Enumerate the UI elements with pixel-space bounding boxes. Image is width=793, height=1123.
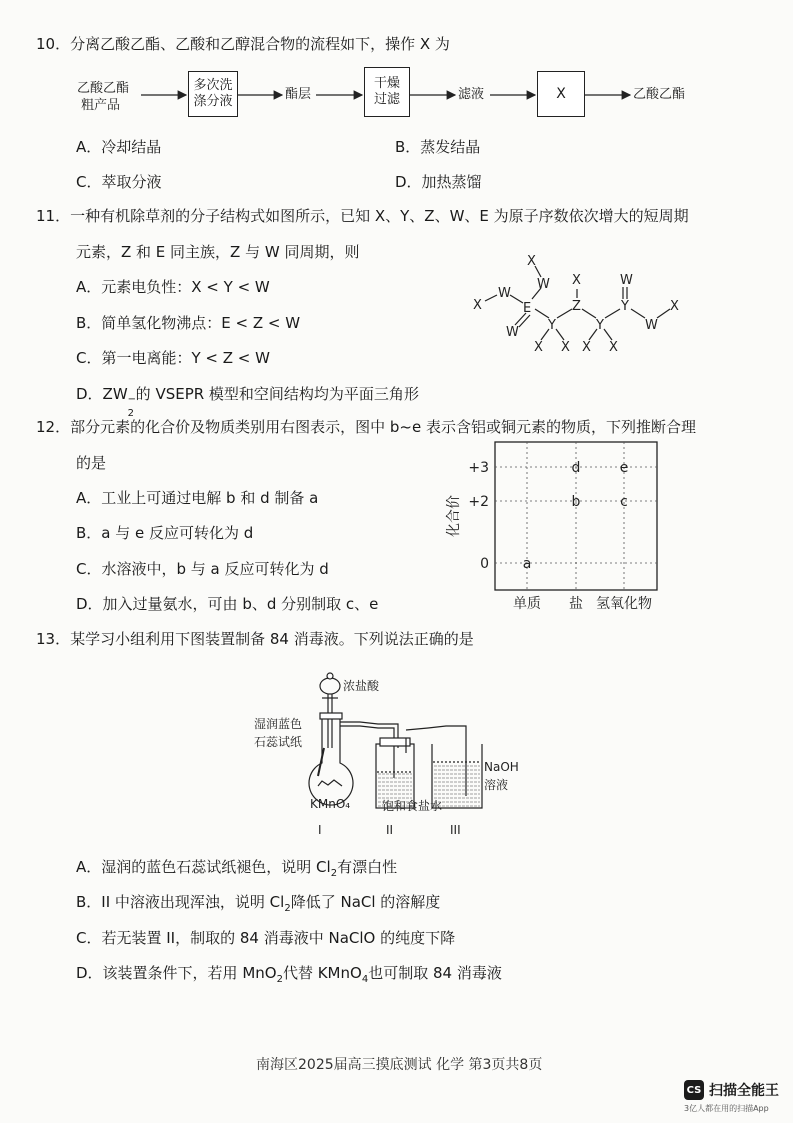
q13-option-c: C．若无装置 II，制取的 84 消毒液中 NaClO 的纯度下降 bbox=[76, 929, 456, 947]
atom-w: W bbox=[498, 286, 511, 301]
q12-stem-line1: 12．部分元素的化合价及物质类别用右图表示，图中 b~e 表示含铝或铜元素的物质，下列推断合理 bbox=[36, 418, 696, 436]
q11-molecule bbox=[465, 243, 695, 355]
q13-b-sub: 2 bbox=[284, 903, 291, 914]
q13-a-post: 有漂白性 bbox=[337, 858, 398, 876]
q13-d-pre: D．该装置条件下，若用 MnO bbox=[76, 964, 277, 982]
funnel-bulb bbox=[320, 678, 340, 694]
q11-stem-line1: 11．一种有机除草剂的分子结构式如图所示，已知 X、Y、Z、W、E 为原子序数依次增大的短周期 bbox=[36, 207, 689, 225]
bond-x-w-left bbox=[485, 295, 497, 301]
q10-stem: 10．分离乙酸乙酯、乙酸和乙醇混合物的流程如下，操作 X 为 bbox=[36, 35, 450, 53]
q11-option-d-sub: 2 bbox=[127, 408, 135, 419]
q12-stem-line2: 的是 bbox=[76, 454, 107, 472]
scanner-app-tagline: 3亿人都在用的扫描App bbox=[684, 1104, 769, 1113]
chart-y-tick-label: 0 bbox=[480, 556, 489, 572]
atom-x: X bbox=[582, 340, 591, 355]
q13-option-b bbox=[76, 892, 440, 919]
bond-z-y2 bbox=[582, 309, 596, 318]
q13-d-sub2: 4 bbox=[361, 974, 369, 985]
bond-y1-x2 bbox=[556, 329, 564, 340]
q11-option-d-pre: D．ZW bbox=[76, 385, 128, 403]
scanner-app-name: 扫描全能王 bbox=[709, 1083, 779, 1099]
q13-option-a bbox=[76, 857, 397, 884]
flow-start-line1: 乙酸乙酯 bbox=[77, 81, 130, 96]
chart-point-c: c bbox=[620, 494, 628, 510]
q13-a-sub: 2 bbox=[330, 868, 338, 879]
chart-point-d: d bbox=[571, 460, 581, 476]
label-i: I bbox=[318, 823, 322, 837]
label-naoh-1: NaOH bbox=[484, 760, 519, 774]
bond-y3-w-right bbox=[631, 309, 645, 318]
bond-w-x-right bbox=[657, 309, 670, 318]
tube-i-ii-inner bbox=[340, 726, 394, 778]
atom-x: X bbox=[527, 254, 536, 269]
q10-option-d: D．加热蒸馏 bbox=[395, 173, 482, 191]
q11-option-d-sup: − bbox=[127, 394, 137, 405]
atom-x: X bbox=[572, 273, 581, 288]
q11-option-a: A．元素电负性：X < Y < W bbox=[76, 278, 270, 296]
label-paper-1: 湿润蓝色 bbox=[254, 717, 303, 731]
q10-option-a: A．冷却结晶 bbox=[76, 138, 162, 156]
label-ii: II bbox=[386, 823, 394, 837]
q10-option-c: C．萃取分液 bbox=[76, 173, 162, 191]
q13-d-post: 也可制取 84 消毒液 bbox=[368, 964, 502, 982]
q12-option-a: A．工业上可通过电解 b 和 d 制备 a bbox=[76, 489, 319, 507]
flow-box1-line1: 多次洗 bbox=[193, 78, 233, 93]
label-paper-2: 石蕊试纸 bbox=[254, 735, 303, 749]
chart-point-a: a bbox=[522, 556, 532, 572]
flow-mid2: 滤液 bbox=[458, 87, 485, 102]
q13-b-post: 降低了 NaCl 的溶解度 bbox=[290, 893, 441, 911]
flow-box-x: X bbox=[537, 71, 585, 117]
q13-a-pre: A．湿润的蓝色石蕊试纸褪色，说明 Cl bbox=[76, 858, 331, 876]
label-naoh-2: 溶液 bbox=[484, 778, 509, 792]
atom-x: X bbox=[670, 299, 679, 314]
q12-option-d: D．加入过量氨水，可由 b、d 分别制取 c、e bbox=[76, 595, 379, 613]
atom-y: Y bbox=[548, 318, 556, 333]
label-acid: 浓盐酸 bbox=[343, 679, 380, 693]
bond-w-e-left bbox=[510, 295, 523, 303]
atom-w: W bbox=[645, 318, 658, 333]
q11-option-b: B．简单氢化物沸点：E < Z < W bbox=[76, 314, 301, 332]
chart-ylabel: 化合价 bbox=[446, 495, 462, 537]
atom-e: E bbox=[523, 301, 532, 316]
atom-z: Z bbox=[572, 299, 581, 314]
chart-x-tick-label: 单质 bbox=[513, 596, 541, 612]
chart-x-tick-label: 盐 bbox=[569, 596, 583, 612]
flow-arrows bbox=[0, 0, 793, 140]
label-brine: 饱和食盐水 bbox=[382, 799, 443, 813]
atom-w: W bbox=[537, 277, 550, 292]
chart-point-b: b bbox=[571, 494, 581, 510]
flow-start-line2: 粗产品 bbox=[81, 98, 121, 113]
flow-end: 乙酸乙酯 bbox=[633, 87, 686, 102]
atom-x: X bbox=[561, 340, 570, 355]
q11-option-d-post: 的 VSEPR 模型和空间结构均为平面三角形 bbox=[135, 385, 419, 403]
atom-x: X bbox=[534, 340, 543, 355]
kmno4-solid bbox=[318, 780, 342, 786]
flow-box2-line2: 过滤 bbox=[373, 92, 400, 107]
q12-option-b: B．a 与 e 反应可转化为 d bbox=[76, 524, 254, 542]
q12-valence-chart bbox=[440, 440, 670, 615]
bond-e-y1 bbox=[535, 309, 549, 318]
bond-y2-x2 bbox=[604, 329, 612, 340]
page-footer: 南海区2025届高三摸底测试 化学 第3页共8页 bbox=[256, 1057, 543, 1073]
chart-point-e: e bbox=[619, 460, 629, 476]
q13-d-sub1: 2 bbox=[276, 974, 283, 985]
bond-y2-y3 bbox=[605, 309, 620, 318]
atom-x: X bbox=[473, 298, 482, 313]
label-iii: III bbox=[450, 823, 461, 837]
litmus-strip bbox=[318, 748, 324, 776]
q13-stem: 13．某学习小组利用下图装置制备 84 消毒液。下列说法正确的是 bbox=[36, 630, 474, 648]
q13-apparatus bbox=[250, 668, 550, 843]
scanner-app-icon: CS bbox=[684, 1080, 704, 1100]
flow-box1-line2: 涤分液 bbox=[193, 94, 233, 109]
q13-b-pre: B．II 中溶液出现浑浊，说明 Cl bbox=[76, 893, 285, 911]
atom-w: W bbox=[620, 273, 633, 288]
q13-option-d bbox=[76, 963, 502, 990]
atom-y: Y bbox=[621, 299, 629, 314]
q11-option-c: C．第一电离能：Y < Z < W bbox=[76, 349, 270, 367]
atom-y: Y bbox=[596, 318, 604, 333]
atom-x: X bbox=[609, 340, 618, 355]
chart-x-tick-label: 氢氧化物 bbox=[596, 596, 652, 612]
funnel-stopper bbox=[327, 673, 333, 679]
flow-mid1: 酯层 bbox=[285, 87, 312, 102]
flow-box2-line1: 干燥 bbox=[373, 76, 400, 91]
q12-option-c: C．水溶液中，b 与 a 反应可转化为 d bbox=[76, 560, 329, 578]
bond-y1-z bbox=[557, 309, 572, 318]
chart-y-tick-label: +2 bbox=[468, 494, 489, 510]
q11-stem-line2: 元素，Z 和 E 同主族，Z 与 W 同周期，则 bbox=[76, 243, 360, 261]
flask-i-stopper bbox=[320, 713, 342, 719]
label-kmno4: KMnO₄ bbox=[310, 797, 351, 811]
q11-option-d bbox=[76, 384, 419, 419]
q13-d-mid: 代替 KMnO bbox=[282, 964, 362, 982]
flask-i bbox=[309, 716, 353, 805]
atom-w: W bbox=[506, 325, 519, 340]
bond-e-w-double-2 bbox=[519, 315, 530, 327]
q10-option-b: B．蒸发结晶 bbox=[395, 138, 481, 156]
chart-y-tick-label: +3 bbox=[468, 460, 489, 476]
